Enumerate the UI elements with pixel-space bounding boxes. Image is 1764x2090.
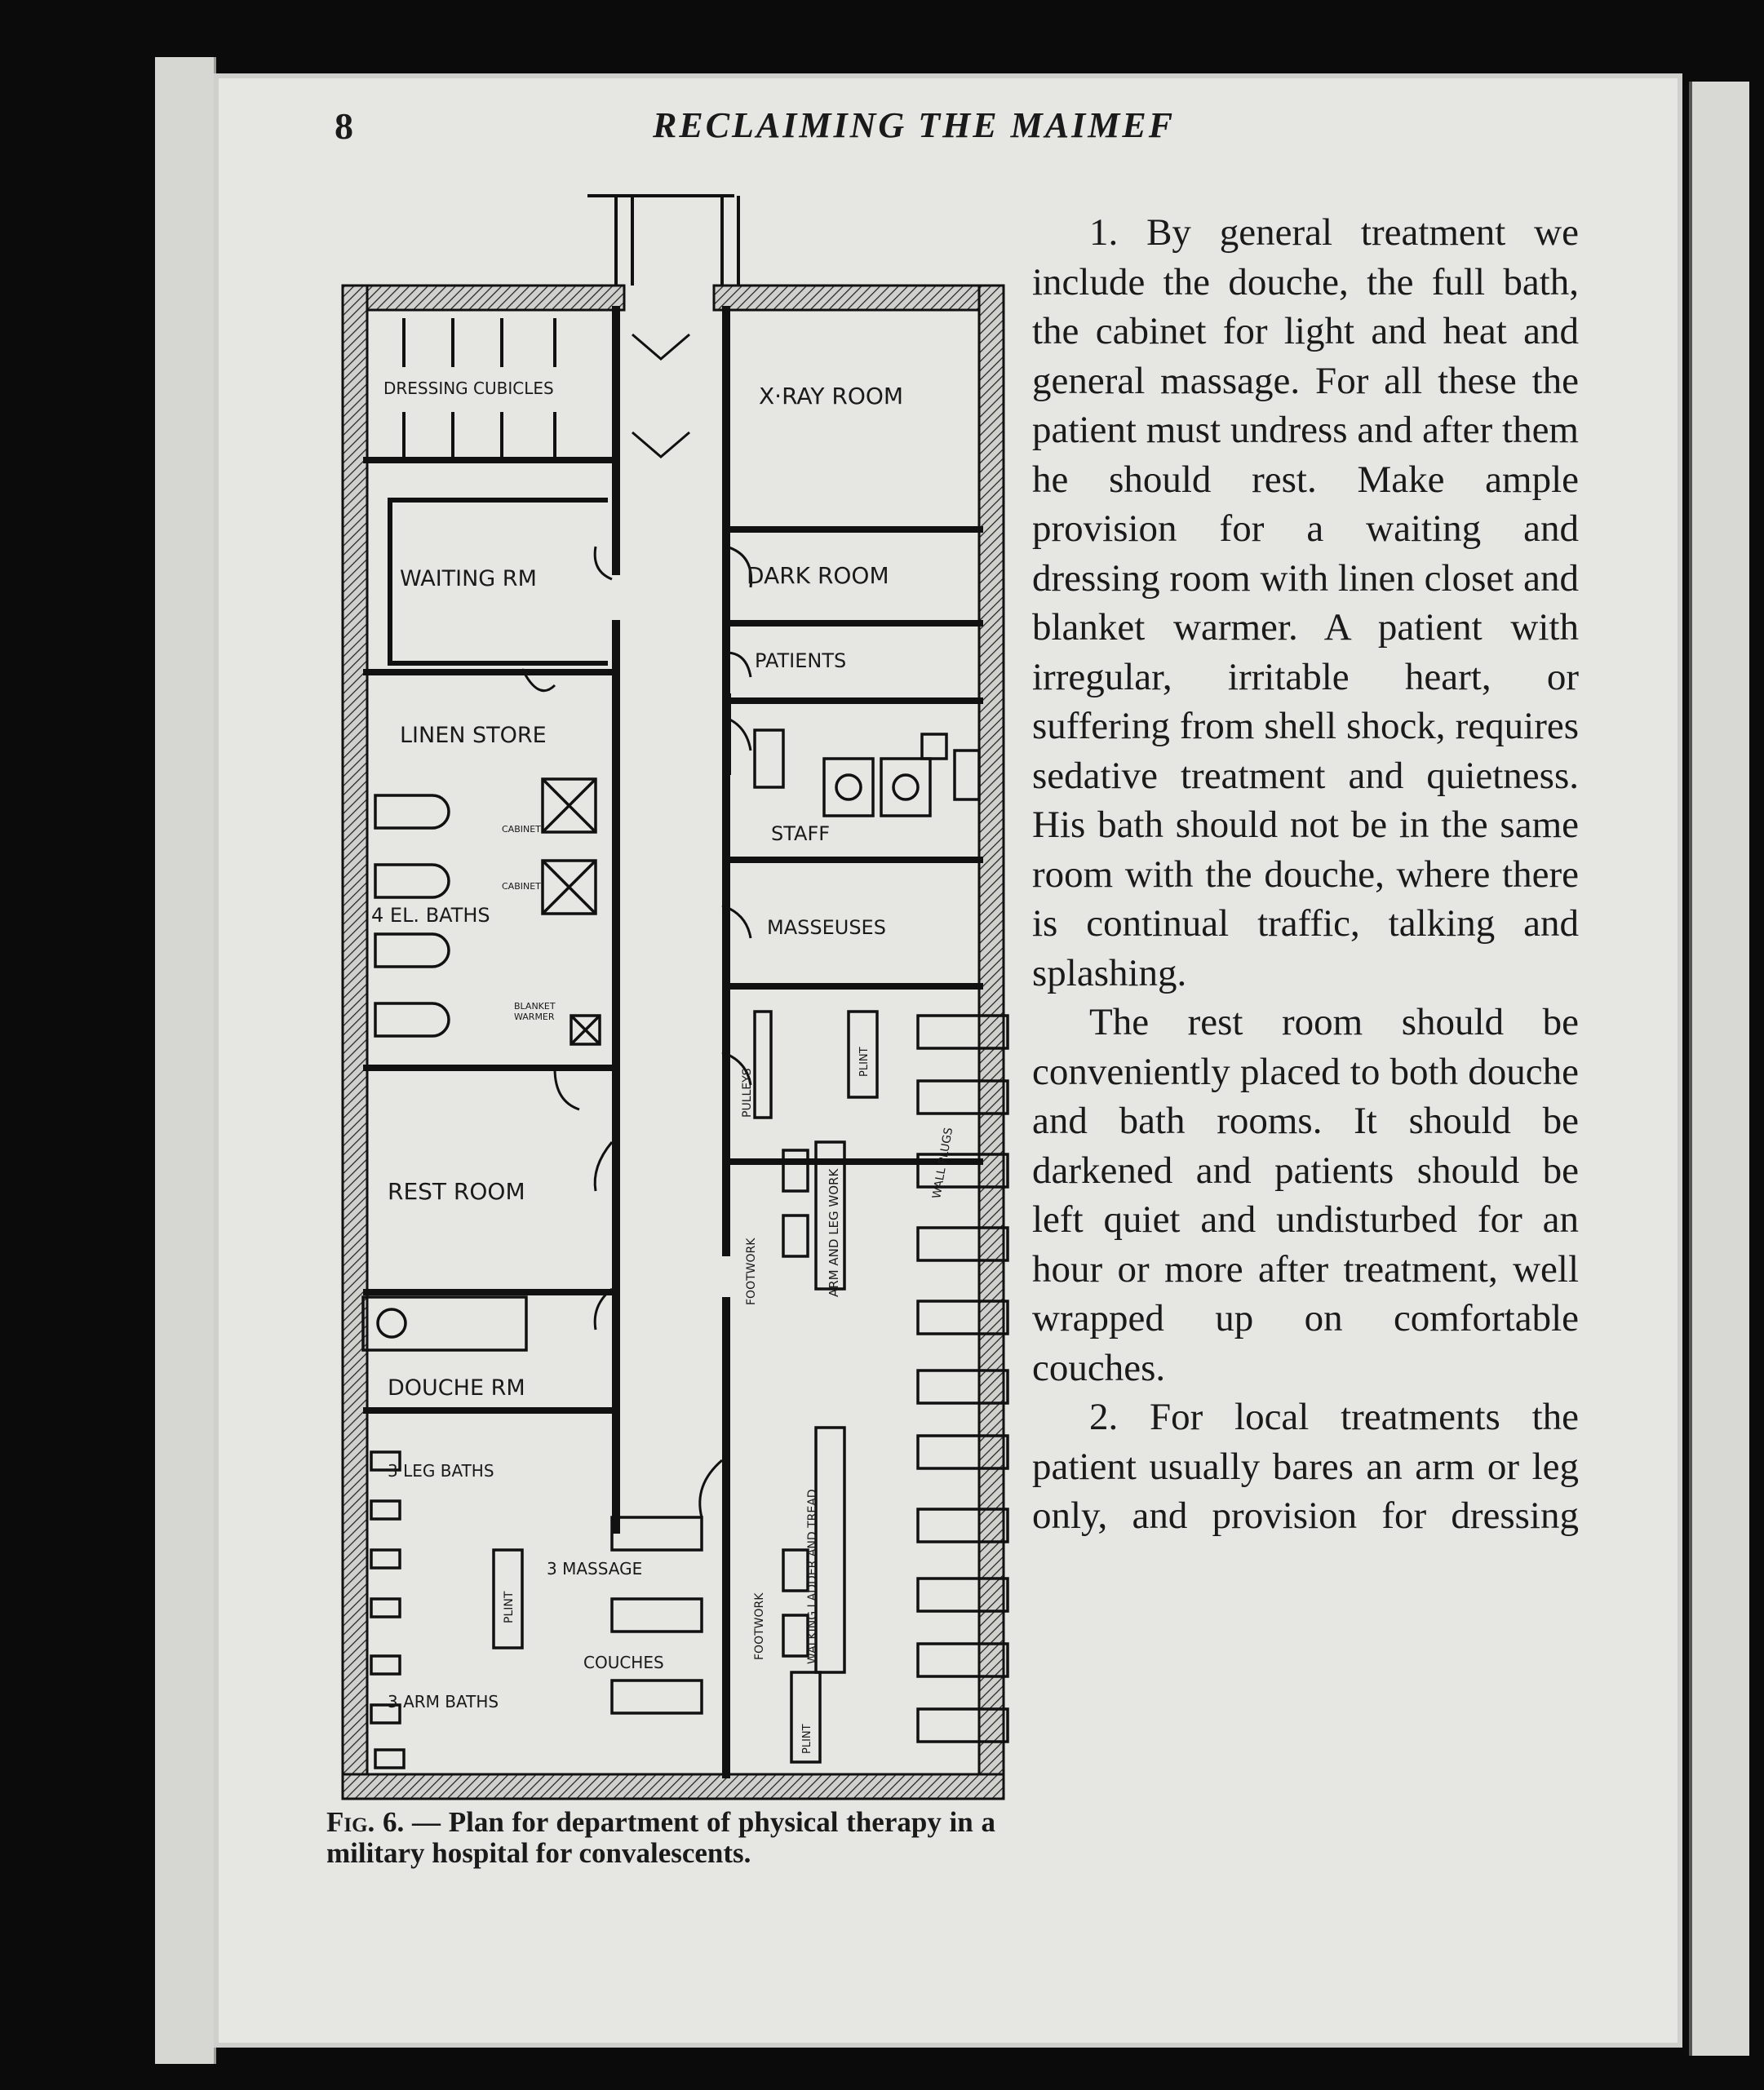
label-ladder-tread: WALKING LADDER AND TREAD (806, 1489, 819, 1664)
paragraph-3: 2. For local treatments the patient usually bares an arm or leg only, and provision for dressing (1032, 1396, 1579, 1537)
body-text (1032, 208, 1579, 1541)
label-plint-top: PLINT (858, 1047, 871, 1077)
paragraph-1: 1. By general treatment we include the douche, the full bath, the cabinet for light and heat and general massage. For all these the patient must undress and after them he should rest. Make ample provision for a waiting and dressing room with linen closet and blanket warmer. A patient with irregular, irritable heart, or suffering from shell shock, requires sedative treatment and quietness. His bath should not be in the same room with the douche, where there is continual traffic, talking and splashing. (1032, 211, 1579, 994)
label-plint-bottom: PLINT (801, 1724, 813, 1754)
label-el-baths: 4 EL. BATHS (371, 904, 490, 927)
interior-walls (363, 306, 983, 1778)
label-rest-room: REST ROOM (388, 1178, 525, 1205)
label-cabinet-1: CABINET (502, 824, 541, 835)
label-footwork-2: FOOTWORK (753, 1592, 766, 1660)
label-massage-1: 3 MASSAGE (547, 1559, 643, 1579)
entrance-structure (587, 196, 738, 286)
label-plint-left: PLINT (503, 1591, 516, 1623)
label-wall-plugs: WALL PLUGS (930, 1127, 956, 1200)
label-footwork-1: FOOTWORK (745, 1238, 758, 1305)
facing-page-edge (1689, 82, 1749, 2056)
label-patients: PATIENTS (755, 649, 847, 672)
label-blanket-warmer-2: WARMER (514, 1012, 555, 1022)
label-arm-leg-work: ARM AND LEG WORK (827, 1168, 841, 1297)
label-waiting-rm: WAITING RM (400, 566, 537, 591)
floor-plan (310, 163, 1028, 1803)
fixtures (363, 730, 1008, 1768)
label-douche-rm: DOUCHE RM (388, 1375, 525, 1401)
label-leg-baths: 3 LEG BATHS (388, 1461, 494, 1481)
door-swings (522, 334, 751, 1517)
caption-text: Plan for department of physical therapy in a military hospital for convalescents. (326, 1806, 995, 1869)
label-massage-2: COUCHES (583, 1653, 664, 1672)
label-staff: STAFF (771, 822, 831, 845)
label-masseuses: MASSEUSES (767, 916, 886, 939)
outer-walls (343, 286, 1004, 1799)
label-cabinet-2: CABINET (502, 881, 541, 892)
caption-lead: Fig. 6. — (326, 1806, 441, 1838)
label-dressing-cubicles: DRESSING CUBICLES (383, 379, 554, 398)
label-xray-room: X·RAY ROOM (759, 383, 904, 410)
book-page-edge (155, 57, 216, 2064)
page-number: 8 (335, 105, 353, 147)
label-pulleys: PULLEYS (741, 1068, 754, 1118)
label-arm-baths: 3 ARM BATHS (388, 1692, 499, 1711)
running-head: RECLAIMING THE MAIMEF (653, 105, 1176, 145)
label-linen-store: LINEN STORE (400, 723, 547, 748)
label-dark-room: DARK ROOM (747, 562, 889, 589)
paragraph-2: The rest room should be conveniently placed to both douche and bath rooms. It should be darkened and patients should be left quiet and undisturbed for an hour or more after treatment, well wrapped up on comfortable couches. (1032, 1001, 1579, 1389)
figure-caption (326, 1807, 995, 1869)
label-blanket-warmer-1: BLANKET (514, 1001, 556, 1012)
